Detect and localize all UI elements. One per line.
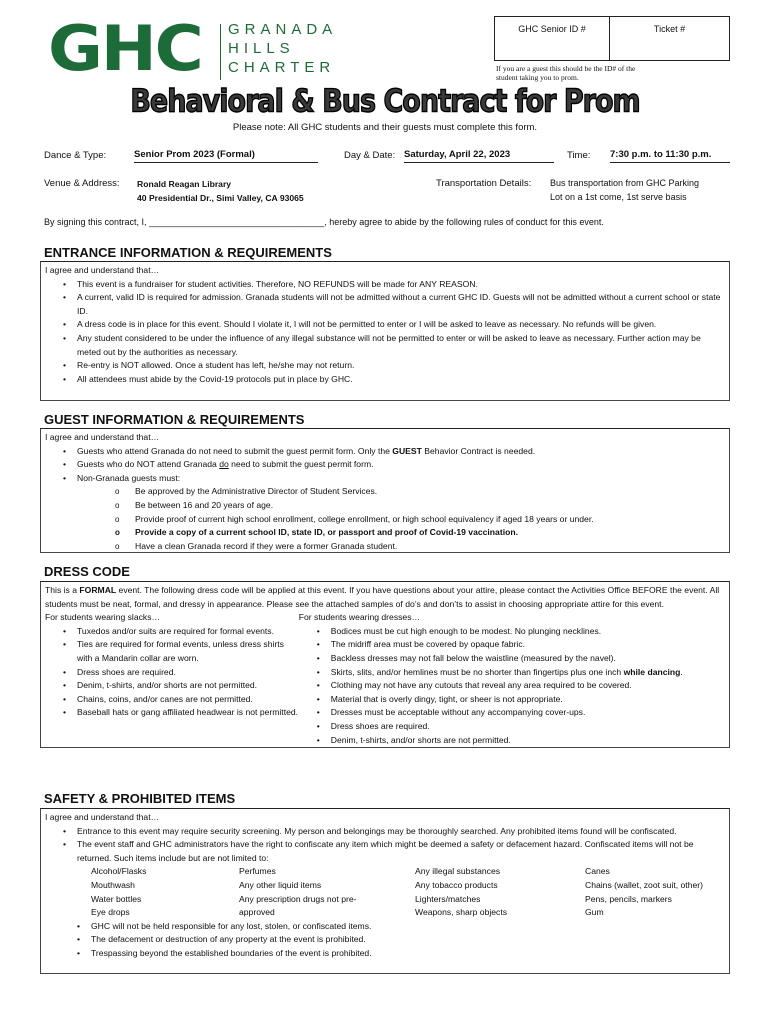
transport-field[interactable] (550, 176, 699, 204)
guest-item1-bold: GUEST (392, 445, 422, 456)
dresses-item: • Bodices must be cut high enough to be modest. No plunging necklines. (331, 625, 725, 639)
transport-line2: Lot on a 1st come, 1st serve basis (550, 192, 687, 202)
slacks-column (45, 611, 299, 747)
safety-section (40, 808, 730, 974)
skirts-bold: while dancing (623, 666, 681, 677)
prohibited-item: Any tobacco products (415, 879, 498, 890)
ticket-label: Ticket # (653, 24, 686, 34)
guest-item2-tail: need to submit the guest permit form. (228, 459, 374, 470)
entrance-item: • All attendees must abide by the Covid-19 protocols put in place by GHC. (77, 373, 725, 387)
signing-statement: By signing this contract, I, ___________________________________, hereby agree to abide by the following rules of conduct for this event. (44, 217, 604, 227)
slacks-item: • Denim, t-shirts, and/or shorts are not permitted. (77, 679, 299, 693)
prohibited-item: Eye drops (91, 907, 130, 918)
prohibited-item: Canes (585, 866, 610, 877)
entrance-section (40, 261, 730, 401)
ghc-logo: GHC (48, 12, 202, 85)
venue-field[interactable] (137, 177, 304, 205)
guest-item2-underline: do (219, 459, 229, 470)
safety-tail-item: • GHC will not be held responsible for any lost, stolen, or confiscated items. (91, 920, 725, 934)
venue-line1: Ronald Reagan Library (137, 179, 232, 189)
school-name (228, 20, 337, 77)
slacks-item: • Chains, coins, and/or canes are not permitted. (77, 693, 299, 707)
dresses-item (331, 666, 725, 680)
dress-heading: DRESS CODE (44, 564, 130, 579)
skirts-tail: . (680, 666, 683, 677)
guest-sub-item: o Provide proof of current high school enrollment, college enrollment, or high school equivalency if aged 18 years or under. (135, 513, 725, 527)
entrance-item: • Any student considered to be under the influence of any illegal substance will not be permitted to enter or will be asked to leave as necessary. Further action may be meted out by the authorities as necessary. (77, 332, 725, 359)
prohibited-item: Any other liquid items (239, 879, 322, 890)
guest-item1-tail: Behavior Contract is needed. (421, 445, 536, 456)
prohibited-item: Weapons, sharp objects (415, 907, 508, 918)
entrance-item: • Re-entry is NOT allowed. Once a student has left, he/she may not return. (77, 359, 725, 373)
time-field[interactable]: 7:30 p.m. to 11:30 p.m. (610, 149, 730, 163)
dresses-item: • Denim, t-shirts, and/or shorts are not permitted. (331, 734, 725, 748)
slacks-item: • Dress shoes are required. (77, 666, 299, 680)
venue-line2: 40 Presidential Dr., Simi Valley, CA 93065 (137, 193, 304, 203)
dress-section (40, 581, 730, 748)
prohibited-item: Lighters/matches (415, 893, 481, 904)
school-name-line3: CHARTER (228, 59, 336, 76)
prohibited-column-2 (239, 865, 415, 919)
guest-id-note: If you are a guest this should be the ID# of the student taking you to prom. (496, 64, 636, 82)
safety-tail-item: • The defacement or destruction of any property at the event is prohibited. (91, 933, 725, 947)
prohibited-item: Perfumes (239, 866, 276, 877)
prohibited-items-list (45, 865, 725, 919)
guest-item1-text: Guests who attend Granada do not need to submit the guest permit form. Only the (77, 445, 393, 456)
entrance-item: • A dress code is in place for this event. Should I violate it, I will not be permitted to enter or I will be asked to leave as necessary. No refunds will be given. (77, 318, 725, 332)
guest-heading: GUEST INFORMATION & REQUIREMENTS (44, 412, 305, 427)
prohibited-item: Alcohol/Flasks (91, 866, 147, 877)
school-name-line2: HILLS (228, 40, 295, 57)
transport-label: Transportation Details: (436, 178, 532, 189)
dresses-item: • Dresses must be acceptable without any accompanying cover-ups. (331, 706, 725, 720)
safety-intro: I agree and understand that… (45, 812, 160, 822)
guest-sub-item: o Be approved by the Administrative Director of Student Services. (135, 485, 725, 499)
guest-sub-item: o Have a clean Granada record if they were a former Granada student. (135, 540, 725, 554)
guest-section (40, 428, 730, 553)
safety-heading: SAFETY & PROHIBITED ITEMS (44, 791, 236, 806)
prohibited-item: Pens, pencils, markers (585, 893, 672, 904)
slacks-item: • Baseball hats or gang affiliated headwear is not permitted. (77, 706, 299, 720)
prohibited-item: Any prescription drugs not pre-approved (239, 893, 357, 918)
prohibited-column-1 (91, 865, 239, 919)
senior-id-label: GHC Senior ID # (518, 24, 586, 34)
transport-line1: Bus transportation from GHC Parking (550, 178, 700, 188)
time-label: Time: (567, 150, 591, 161)
slacks-item: • Ties are required for formal events, unless dress shirts with a Mandarin collar are worn. (77, 638, 299, 665)
prohibited-item: Chains (wallet, zoot suit, other) (585, 879, 703, 890)
dress-intro-tail: event. The following dress code will be applied at this event. If you have questions about your attire, please contact the Activities Office BEFORE the event. All students must be neat, formal, and dressy in appearance. Please see the attached samples of do’s and don’ts to assist in choosing appropriate attire for this event. (45, 585, 720, 609)
school-name-line1: GRANADA (228, 21, 338, 38)
ticket-number-field[interactable] (609, 16, 730, 61)
guest-intro: I agree and understand that… (45, 432, 160, 442)
entrance-heading: ENTRANCE INFORMATION & REQUIREMENTS (44, 245, 332, 260)
dresses-column (299, 611, 725, 747)
prohibited-column-3 (415, 865, 585, 919)
guest-sub-item: o Be between 16 and 20 years of age. (135, 499, 725, 513)
dresses-heading: For students wearing dresses… (298, 612, 421, 623)
safety-item: • The event staff and GHC administrators have the right to confiscate any item which might be deemed a safety or defacement hazard. Confiscated items will not be returned. Such items include but are not limited to: (77, 838, 725, 865)
dance-type-field[interactable]: Senior Prom 2023 (Formal) (134, 149, 318, 163)
dress-intro-text: This is a (45, 585, 80, 595)
completion-note: Please note: All GHC students and their guests must complete this form. (232, 122, 538, 133)
guest-item (77, 458, 725, 472)
day-date-field[interactable]: Saturday, April 22, 2023 (404, 149, 554, 163)
page-title (0, 84, 770, 120)
slacks-heading: For students wearing slacks… (45, 612, 161, 623)
prohibited-column-4 (585, 865, 735, 919)
prohibited-item: Water bottles (91, 893, 142, 904)
dresses-item: • Backless dresses may not fall below the waistline (measured by the navel). (331, 652, 725, 666)
dress-intro (45, 584, 725, 611)
venue-label: Venue & Address: (44, 178, 120, 189)
skirts-text: Skirts, slits, and/or hemlines must be no shorter than fingertips plus one inch (330, 666, 624, 677)
entrance-item: • A current, valid ID is required for admission. Granada students will not be admitted without a current GHC ID. Guests will not be admitted without a current school or state ID. (77, 291, 725, 318)
dresses-item: • Material that is overly dingy, tight, or sheer is not appropriate. (331, 693, 725, 707)
guest-item2-text: Guests who do NOT attend Granada (77, 459, 220, 470)
guest-sub-item: o Provide a copy of a current school ID, state ID, or passport and proof of Covid-19 vaccination. (135, 526, 725, 540)
safety-item: • Entrance to this event may require security screening. My person and belongings may be thoroughly searched. Any prohibited items found will be confiscated. (77, 825, 725, 839)
safety-tail-item: • Trespassing beyond the established boundaries of the event is prohibited. (91, 947, 725, 961)
prohibited-item: Mouthwash (91, 879, 135, 890)
page-title-text: Behavioral & Bus Contract for Prom (130, 83, 640, 120)
guest-item: • Non-Granada guests must: (77, 472, 725, 486)
day-date-label: Day & Date: (344, 150, 396, 161)
prohibited-item: Any illegal substances (415, 866, 501, 877)
entrance-item: • This event is a fundraiser for student activities. Therefore, NO REFUNDS will be made for ANY REASON. (77, 278, 725, 292)
dresses-item: • Dress shoes are required. (331, 720, 725, 734)
slacks-item: • Tuxedos and/or suits are required for formal events. (77, 625, 299, 639)
dress-intro-bold: FORMAL (79, 585, 117, 595)
guest-item (77, 445, 725, 459)
dresses-item: • The midriff area must be covered by opaque fabric. (331, 638, 725, 652)
senior-id-field[interactable] (494, 16, 610, 61)
prohibited-item: Gum (585, 907, 604, 918)
logo-divider (220, 24, 221, 80)
dresses-item: • Clothing may not have any cutouts that reveal any area required to be covered. (331, 679, 725, 693)
entrance-intro: I agree and understand that… (45, 265, 160, 275)
dance-type-label: Dance & Type: (44, 150, 107, 161)
